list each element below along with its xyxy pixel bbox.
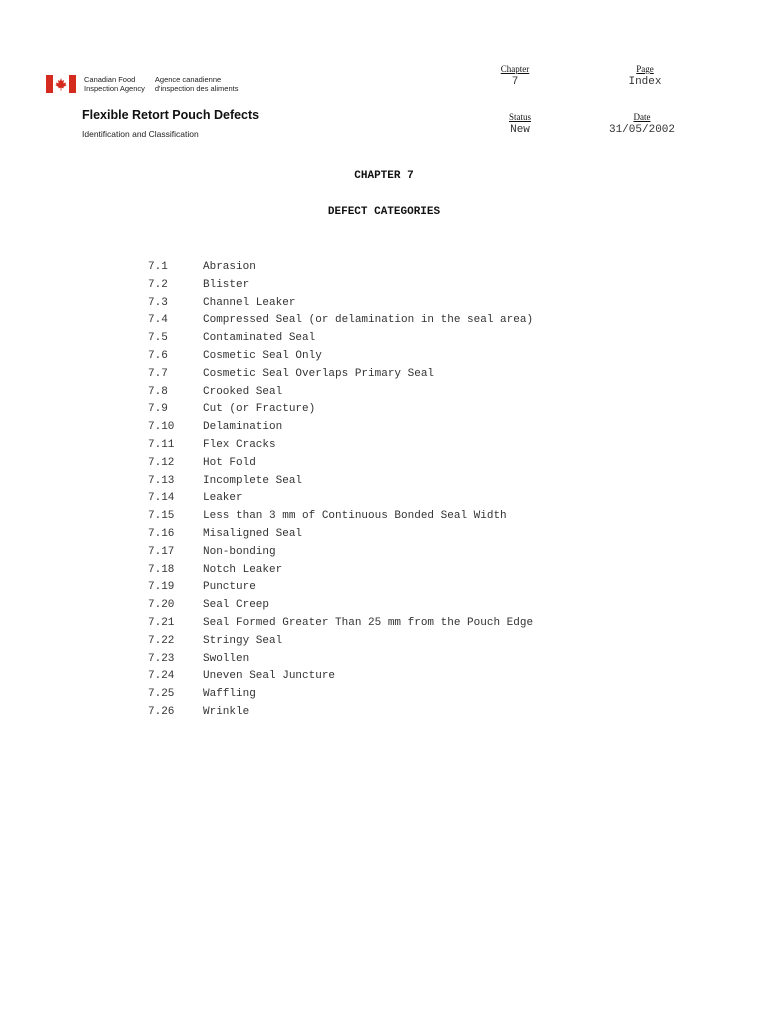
- page-field: [610, 64, 680, 88]
- item-number: 7.13: [148, 474, 175, 487]
- list-item: [148, 651, 533, 669]
- list-item: [148, 473, 533, 491]
- item-label: Non-bonding: [203, 545, 276, 558]
- item-label: Puncture: [203, 581, 256, 594]
- item-label: Notch Leaker: [203, 563, 283, 576]
- item-number: 7.10: [148, 421, 175, 434]
- agency-name-fr-line2: d'inspection des aliments: [154, 84, 239, 93]
- list-item: [148, 526, 533, 544]
- agency-signature: [46, 75, 248, 93]
- chapter-label: Chapter: [500, 64, 530, 74]
- item-number: 7.26: [148, 705, 175, 718]
- list-item: [148, 668, 533, 686]
- document-subtitle: Identification and Classification: [82, 129, 199, 139]
- status-label: Status: [508, 112, 531, 122]
- status-value: New: [510, 124, 530, 136]
- status-field: [495, 112, 545, 136]
- item-label: Cosmetic Seal Only: [203, 349, 322, 362]
- item-number: 7.9: [148, 403, 168, 416]
- item-label: Less than 3 mm of Continuous Bonded Seal Width: [203, 510, 507, 523]
- chapter-value: 7: [511, 76, 519, 88]
- list-item: [148, 419, 533, 437]
- item-label: Incomplete Seal: [203, 474, 303, 487]
- item-label: Hot Fold: [203, 456, 256, 469]
- canada-flag-icon: [46, 75, 76, 93]
- item-label: Cosmetic Seal Overlaps Primary Seal: [203, 367, 435, 380]
- item-label: Contaminated Seal: [203, 332, 316, 345]
- list-item: [148, 259, 533, 277]
- page-value: Index: [628, 76, 662, 88]
- date-value: 31/05/2002: [608, 124, 675, 136]
- defect-category-list: [148, 259, 533, 722]
- list-item: [148, 437, 533, 455]
- item-number: 7.14: [148, 492, 175, 505]
- list-item: [148, 384, 533, 402]
- list-item: [148, 348, 533, 366]
- item-number: 7.20: [148, 599, 175, 612]
- agency-name-en-line2: Inspection Agency: [84, 84, 145, 93]
- item-label: Blister: [203, 278, 250, 291]
- item-number: 7.6: [148, 349, 168, 362]
- item-number: 7.4: [148, 314, 168, 327]
- item-number: 7.25: [148, 688, 175, 701]
- list-item: [148, 490, 533, 508]
- item-number: 7.22: [148, 634, 175, 647]
- list-item: [148, 544, 533, 562]
- date-label: Date: [633, 112, 651, 122]
- list-item: [148, 615, 533, 633]
- item-label: Channel Leaker: [203, 296, 296, 309]
- item-label: Crooked Seal: [203, 385, 283, 398]
- page-label: Page: [636, 64, 654, 74]
- item-label: Stringy Seal: [203, 634, 283, 647]
- document-title: Flexible Retort Pouch Defects: [82, 108, 260, 122]
- item-number: 7.8: [148, 385, 168, 398]
- item-number: 7.18: [148, 563, 175, 576]
- list-item: [148, 312, 533, 330]
- item-number: 7.16: [148, 527, 175, 540]
- agency-name-fr-line1: Agence canadienne: [154, 75, 222, 84]
- item-number: 7.21: [148, 616, 175, 629]
- list-item: [148, 704, 533, 722]
- list-item: [148, 597, 533, 615]
- list-item: [148, 455, 533, 473]
- item-number: 7.7: [148, 367, 168, 380]
- item-number: 7.23: [148, 652, 175, 665]
- date-field: [598, 112, 686, 136]
- list-item: [148, 277, 533, 295]
- item-label: Flex Cracks: [203, 438, 276, 451]
- item-label: Misaligned Seal: [203, 527, 303, 540]
- chapter-field: [490, 64, 540, 88]
- item-label: Delamination: [203, 421, 283, 434]
- item-label: Compressed Seal (or delamination in the seal area): [203, 314, 534, 327]
- section-heading: DEFECT CATEGORIES: [327, 206, 441, 218]
- item-label: Leaker: [203, 492, 243, 505]
- list-item: [148, 401, 533, 419]
- list-item: [148, 366, 533, 384]
- list-item: [148, 508, 533, 526]
- item-number: 7.5: [148, 332, 168, 345]
- list-item: [148, 686, 533, 704]
- item-number: 7.2: [148, 278, 168, 291]
- item-number: 7.15: [148, 510, 175, 523]
- item-number: 7.24: [148, 670, 175, 683]
- list-item: [148, 330, 533, 348]
- item-number: 7.3: [148, 296, 168, 309]
- list-item: [148, 562, 533, 580]
- chapter-heading: CHAPTER 7: [354, 170, 414, 182]
- item-number: 7.12: [148, 456, 175, 469]
- item-label: Waffling: [203, 688, 256, 701]
- item-number: 7.19: [148, 581, 175, 594]
- list-item: [148, 579, 533, 597]
- item-number: 7.17: [148, 545, 175, 558]
- list-item: [148, 295, 533, 313]
- item-label: Swollen: [203, 652, 250, 665]
- item-number: 7.11: [148, 438, 175, 451]
- item-number: 7.1: [148, 261, 168, 273]
- item-label: Abrasion: [203, 261, 256, 273]
- item-label: Uneven Seal Juncture: [203, 670, 336, 683]
- item-label: Cut (or Fracture): [203, 403, 316, 416]
- agency-name-en-line1: Canadian Food: [84, 75, 136, 84]
- item-label: Wrinkle: [203, 705, 250, 718]
- list-item: [148, 633, 533, 651]
- item-label: Seal Formed Greater Than 25 mm from the Pouch Edge: [203, 616, 534, 629]
- item-label: Seal Creep: [203, 599, 270, 612]
